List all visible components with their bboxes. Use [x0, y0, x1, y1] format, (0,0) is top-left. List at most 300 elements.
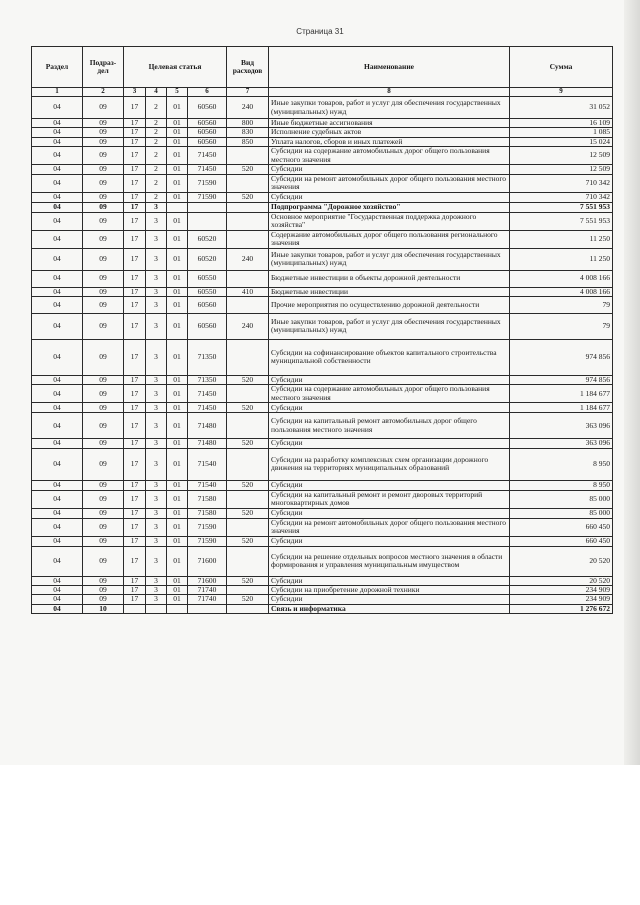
- item-name-cell: Субсидии: [269, 164, 510, 174]
- table-row: [32, 313, 613, 339]
- expense-type-cell: 520: [227, 439, 269, 448]
- subprogram-code-cell: 2: [146, 192, 167, 202]
- item-name-cell: Субсидии: [269, 576, 510, 585]
- podrazdel-cell: 09: [83, 192, 124, 202]
- subprogram-code-cell: 3: [146, 230, 167, 248]
- expense-type-cell: [227, 270, 269, 287]
- subprogram-code-cell: 3: [146, 339, 167, 375]
- table-row: [32, 137, 613, 146]
- subprogram-code-cell: 3: [146, 508, 167, 518]
- direction-code-cell: 71450: [188, 385, 227, 403]
- program-code-cell: [124, 604, 146, 613]
- item-sum-cell: 1 085: [510, 128, 613, 137]
- event-code-cell: 01: [167, 536, 188, 546]
- subprogram-code-cell: 3: [146, 413, 167, 439]
- razdel-cell: 04: [32, 448, 83, 480]
- subprogram-code-cell: 3: [146, 586, 167, 595]
- event-code-cell: 01: [167, 192, 188, 202]
- item-name-cell: Подпрограмма "Дорожное хозяйство": [269, 202, 510, 212]
- subprogram-code-cell: 3: [146, 212, 167, 230]
- direction-code-cell: 60560: [188, 128, 227, 137]
- direction-code-cell: 71590: [188, 518, 227, 536]
- expense-type-cell: [227, 212, 269, 230]
- item-sum-cell: 363 096: [510, 439, 613, 448]
- razdel-cell: 04: [32, 536, 83, 546]
- subprogram-code-cell: 3: [146, 287, 167, 296]
- expense-type-cell: 240: [227, 97, 269, 119]
- program-code-cell: 17: [124, 212, 146, 230]
- razdel-cell: 04: [32, 270, 83, 287]
- header-expense-type: Вид расходов: [227, 47, 269, 88]
- expense-type-cell: [227, 296, 269, 313]
- expense-type-cell: 520: [227, 164, 269, 174]
- item-name-cell: Бюджетные инвестиции: [269, 287, 510, 296]
- razdel-cell: 04: [32, 287, 83, 296]
- item-name-cell: Содержание автомобильных дорог общего пользования регионального значения: [269, 230, 510, 248]
- program-code-cell: 17: [124, 270, 146, 287]
- event-code-cell: 01: [167, 403, 188, 413]
- razdel-cell: 04: [32, 128, 83, 137]
- expense-type-cell: [227, 518, 269, 536]
- subprogram-code-cell: 3: [146, 595, 167, 604]
- podrazdel-cell: 09: [83, 174, 124, 192]
- program-code-cell: 17: [124, 518, 146, 536]
- subprogram-code-cell: 2: [146, 119, 167, 128]
- podrazdel-cell: 09: [83, 128, 124, 137]
- direction-code-cell: 71740: [188, 586, 227, 595]
- table-row: [32, 576, 613, 585]
- event-code-cell: 01: [167, 339, 188, 375]
- table-row: [32, 403, 613, 413]
- subprogram-code-cell: 3: [146, 248, 167, 270]
- event-code-cell: 01: [167, 313, 188, 339]
- direction-code-cell: 60560: [188, 137, 227, 146]
- razdel-cell: 04: [32, 508, 83, 518]
- expense-type-cell: 520: [227, 192, 269, 202]
- item-name-cell: Иные закупки товаров, работ и услуг для обеспечения государственных (муниципальных) нужд: [269, 97, 510, 119]
- table-row: [32, 212, 613, 230]
- program-code-cell: 17: [124, 439, 146, 448]
- podrazdel-cell: 09: [83, 546, 124, 576]
- direction-code-cell: 71580: [188, 508, 227, 518]
- event-code-cell: [167, 604, 188, 613]
- subprogram-code-cell: 2: [146, 164, 167, 174]
- podrazdel-cell: 09: [83, 137, 124, 146]
- razdel-cell: 04: [32, 164, 83, 174]
- razdel-cell: 04: [32, 339, 83, 375]
- program-code-cell: 17: [124, 508, 146, 518]
- item-sum-cell: 8 950: [510, 480, 613, 490]
- subprogram-code-cell: 3: [146, 536, 167, 546]
- item-sum-cell: 8 950: [510, 448, 613, 480]
- item-sum-cell: 660 450: [510, 518, 613, 536]
- item-sum-cell: 234 909: [510, 595, 613, 604]
- program-code-cell: 17: [124, 375, 146, 384]
- expense-type-cell: 520: [227, 480, 269, 490]
- table-row: [32, 586, 613, 595]
- podrazdel-cell: 09: [83, 439, 124, 448]
- item-sum-cell: 7 551 953: [510, 202, 613, 212]
- column-number-row: [32, 88, 613, 97]
- event-code-cell: 01: [167, 164, 188, 174]
- razdel-cell: 04: [32, 230, 83, 248]
- expense-type-cell: 520: [227, 508, 269, 518]
- subprogram-code-cell: 2: [146, 137, 167, 146]
- subprogram-code-cell: 3: [146, 375, 167, 384]
- event-code-cell: 01: [167, 439, 188, 448]
- item-sum-cell: 363 096: [510, 413, 613, 439]
- item-name-cell: Уплата налогов, сборов и иных платежей: [269, 137, 510, 146]
- event-code-cell: 01: [167, 480, 188, 490]
- razdel-cell: 04: [32, 313, 83, 339]
- subprogram-code-cell: 3: [146, 518, 167, 536]
- item-name-cell: Субсидии: [269, 595, 510, 604]
- event-code-cell: 01: [167, 230, 188, 248]
- item-name-cell: Иные закупки товаров, работ и услуг для обеспечения государственных (муниципальных) нужд: [269, 248, 510, 270]
- program-code-cell: 17: [124, 248, 146, 270]
- event-code-cell: 01: [167, 413, 188, 439]
- subprogram-code-cell: 3: [146, 480, 167, 490]
- event-code-cell: 01: [167, 508, 188, 518]
- table-row: [32, 128, 613, 137]
- program-code-cell: 17: [124, 403, 146, 413]
- subprogram-code-cell: 2: [146, 97, 167, 119]
- item-name-cell: Субсидии на разработку комплексных схем организации дорожного движения на территориях муниципальных образований: [269, 448, 510, 480]
- program-code-cell: 17: [124, 586, 146, 595]
- table-row: [32, 604, 613, 613]
- expense-type-cell: 830: [227, 128, 269, 137]
- page-number-label: Страница 31: [296, 27, 344, 36]
- program-code-cell: 17: [124, 230, 146, 248]
- item-name-cell: Субсидии на капитальный ремонт и ремонт дворовых территорий многоквартирных домов: [269, 490, 510, 508]
- program-code-cell: 17: [124, 490, 146, 508]
- direction-code-cell: [188, 212, 227, 230]
- expense-type-cell: 800: [227, 119, 269, 128]
- table-row: [32, 490, 613, 508]
- item-sum-cell: 12 509: [510, 147, 613, 165]
- expense-type-cell: [227, 546, 269, 576]
- item-name-cell: Субсидии на содержание автомобильных дорог общего пользования местного значения: [269, 147, 510, 165]
- podrazdel-cell: 09: [83, 595, 124, 604]
- expense-type-cell: [227, 413, 269, 439]
- event-code-cell: 01: [167, 385, 188, 403]
- program-code-cell: 17: [124, 576, 146, 585]
- razdel-cell: 04: [32, 248, 83, 270]
- podrazdel-cell: 09: [83, 413, 124, 439]
- subprogram-code-cell: 3: [146, 490, 167, 508]
- razdel-cell: 04: [32, 97, 83, 119]
- event-code-cell: 01: [167, 595, 188, 604]
- subprogram-code-cell: 3: [146, 202, 167, 212]
- expense-type-cell: [227, 385, 269, 403]
- expense-type-cell: 520: [227, 375, 269, 384]
- item-sum-cell: 4 008 166: [510, 287, 613, 296]
- subprogram-code-cell: 2: [146, 147, 167, 165]
- podrazdel-cell: 09: [83, 270, 124, 287]
- header-name: Наименование: [269, 47, 510, 88]
- event-code-cell: 01: [167, 287, 188, 296]
- column-number: 1: [32, 88, 83, 97]
- podrazdel-cell: 09: [83, 248, 124, 270]
- program-code-cell: 17: [124, 202, 146, 212]
- item-sum-cell: 11 250: [510, 230, 613, 248]
- table-row: [32, 230, 613, 248]
- item-sum-cell: 4 008 166: [510, 270, 613, 287]
- expense-type-cell: [227, 604, 269, 613]
- direction-code-cell: 71450: [188, 164, 227, 174]
- razdel-cell: 04: [32, 480, 83, 490]
- podrazdel-cell: 09: [83, 536, 124, 546]
- program-code-cell: 17: [124, 339, 146, 375]
- item-sum-cell: 15 024: [510, 137, 613, 146]
- header-razdel: Раздел: [32, 47, 83, 88]
- razdel-cell: 04: [32, 518, 83, 536]
- direction-code-cell: 71480: [188, 413, 227, 439]
- table-row: [32, 248, 613, 270]
- podrazdel-cell: 10: [83, 604, 124, 613]
- razdel-cell: 04: [32, 192, 83, 202]
- program-code-cell: 17: [124, 313, 146, 339]
- program-code-cell: 17: [124, 385, 146, 403]
- event-code-cell: 01: [167, 174, 188, 192]
- column-number: 8: [269, 88, 510, 97]
- razdel-cell: 04: [32, 576, 83, 585]
- expense-type-cell: 520: [227, 576, 269, 585]
- item-sum-cell: 20 520: [510, 546, 613, 576]
- item-name-cell: Субсидии на ремонт автомобильных дорог общего пользования местного значения: [269, 518, 510, 536]
- direction-code-cell: 71740: [188, 595, 227, 604]
- subprogram-code-cell: 3: [146, 385, 167, 403]
- item-sum-cell: 12 509: [510, 164, 613, 174]
- direction-code-cell: 60560: [188, 296, 227, 313]
- item-sum-cell: 7 551 953: [510, 212, 613, 230]
- event-code-cell: 01: [167, 270, 188, 287]
- item-name-cell: Бюджетные инвестиции в объекты дорожной деятельности: [269, 270, 510, 287]
- item-sum-cell: 1 276 672: [510, 604, 613, 613]
- table-row: [32, 119, 613, 128]
- razdel-cell: 04: [32, 212, 83, 230]
- item-name-cell: Субсидии на содержание автомобильных дорог общего пользования местного значения: [269, 385, 510, 403]
- item-name-cell: Основное мероприятие "Государственная поддержка дорожного хозяйства": [269, 212, 510, 230]
- table-row: [32, 536, 613, 546]
- razdel-cell: 04: [32, 174, 83, 192]
- table-row: [32, 375, 613, 384]
- program-code-cell: 17: [124, 164, 146, 174]
- podrazdel-cell: 09: [83, 490, 124, 508]
- event-code-cell: 01: [167, 490, 188, 508]
- column-number: 5: [167, 88, 188, 97]
- program-code-cell: 17: [124, 128, 146, 137]
- expense-type-cell: [227, 490, 269, 508]
- table-row: [32, 192, 613, 202]
- item-name-cell: Субсидии: [269, 480, 510, 490]
- direction-code-cell: 60560: [188, 313, 227, 339]
- subprogram-code-cell: 3: [146, 296, 167, 313]
- event-code-cell: 01: [167, 137, 188, 146]
- direction-code-cell: 60520: [188, 230, 227, 248]
- expense-type-cell: [227, 202, 269, 212]
- event-code-cell: 01: [167, 119, 188, 128]
- table-row: [32, 97, 613, 119]
- direction-code-cell: 71350: [188, 339, 227, 375]
- program-code-cell: 17: [124, 119, 146, 128]
- subprogram-code-cell: 3: [146, 576, 167, 585]
- item-sum-cell: 1 184 677: [510, 403, 613, 413]
- direction-code-cell: 60520: [188, 248, 227, 270]
- expense-type-cell: 240: [227, 313, 269, 339]
- expense-type-cell: [227, 230, 269, 248]
- event-code-cell: 01: [167, 97, 188, 119]
- expense-type-cell: [227, 174, 269, 192]
- item-name-cell: Субсидии: [269, 508, 510, 518]
- direction-code-cell: 71450: [188, 403, 227, 413]
- item-name-cell: Субсидии: [269, 192, 510, 202]
- table-row: [32, 147, 613, 165]
- item-name-cell: Связь и информатика: [269, 604, 510, 613]
- header-podrazdel: Подраз-дел: [83, 47, 124, 88]
- program-code-cell: 17: [124, 480, 146, 490]
- direction-code-cell: 60550: [188, 270, 227, 287]
- column-number: 6: [188, 88, 227, 97]
- razdel-cell: 04: [32, 147, 83, 165]
- program-code-cell: 17: [124, 546, 146, 576]
- program-code-cell: 17: [124, 536, 146, 546]
- razdel-cell: 04: [32, 490, 83, 508]
- item-sum-cell: 79: [510, 313, 613, 339]
- item-name-cell: Субсидии: [269, 439, 510, 448]
- item-sum-cell: 85 000: [510, 508, 613, 518]
- direction-code-cell: 71600: [188, 546, 227, 576]
- razdel-cell: 04: [32, 595, 83, 604]
- item-name-cell: Субсидии на приобретение дорожной техники: [269, 586, 510, 595]
- program-code-cell: 17: [124, 287, 146, 296]
- item-name-cell: Субсидии на ремонт автомобильных дорог общего пользования местного значения: [269, 174, 510, 192]
- podrazdel-cell: 09: [83, 287, 124, 296]
- subprogram-code-cell: 3: [146, 448, 167, 480]
- razdel-cell: 04: [32, 403, 83, 413]
- program-code-cell: 17: [124, 296, 146, 313]
- razdel-cell: 04: [32, 137, 83, 146]
- program-code-cell: 17: [124, 192, 146, 202]
- direction-code-cell: 71590: [188, 192, 227, 202]
- item-sum-cell: 31 052: [510, 97, 613, 119]
- razdel-cell: 04: [32, 202, 83, 212]
- table-row: [32, 595, 613, 604]
- table-row: [32, 518, 613, 536]
- table-row: [32, 385, 613, 403]
- column-number: 4: [146, 88, 167, 97]
- direction-code-cell: 71540: [188, 448, 227, 480]
- subprogram-code-cell: 3: [146, 270, 167, 287]
- podrazdel-cell: 09: [83, 403, 124, 413]
- podrazdel-cell: 09: [83, 230, 124, 248]
- table-row: [32, 339, 613, 375]
- razdel-cell: 04: [32, 413, 83, 439]
- item-name-cell: Прочие мероприятия по осуществлению дорожной деятельности: [269, 296, 510, 313]
- event-code-cell: 01: [167, 296, 188, 313]
- item-sum-cell: 974 856: [510, 339, 613, 375]
- program-code-cell: 17: [124, 448, 146, 480]
- item-name-cell: Субсидии: [269, 403, 510, 413]
- podrazdel-cell: 09: [83, 97, 124, 119]
- item-sum-cell: 11 250: [510, 248, 613, 270]
- table-row: [32, 439, 613, 448]
- event-code-cell: [167, 202, 188, 212]
- event-code-cell: 01: [167, 128, 188, 137]
- podrazdel-cell: 09: [83, 576, 124, 585]
- direction-code-cell: 71540: [188, 480, 227, 490]
- podrazdel-cell: 09: [83, 339, 124, 375]
- item-name-cell: Субсидии на софинансирование объектов капитального строительства муниципальной собственности: [269, 339, 510, 375]
- table-row: [32, 546, 613, 576]
- subprogram-code-cell: 2: [146, 128, 167, 137]
- item-sum-cell: 16 109: [510, 119, 613, 128]
- subprogram-code-cell: 3: [146, 403, 167, 413]
- event-code-cell: 01: [167, 448, 188, 480]
- event-code-cell: 01: [167, 212, 188, 230]
- item-sum-cell: 710 342: [510, 174, 613, 192]
- budget-table: [31, 46, 613, 614]
- event-code-cell: 01: [167, 518, 188, 536]
- program-code-cell: 17: [124, 137, 146, 146]
- podrazdel-cell: 09: [83, 480, 124, 490]
- razdel-cell: 04: [32, 375, 83, 384]
- direction-code-cell: 60560: [188, 119, 227, 128]
- razdel-cell: 04: [32, 439, 83, 448]
- direction-code-cell: 71600: [188, 576, 227, 585]
- podrazdel-cell: 09: [83, 385, 124, 403]
- item-sum-cell: 85 000: [510, 490, 613, 508]
- column-number: 7: [227, 88, 269, 97]
- direction-code-cell: 71450: [188, 147, 227, 165]
- direction-code-cell: 60560: [188, 97, 227, 119]
- expense-type-cell: 520: [227, 536, 269, 546]
- razdel-cell: 04: [32, 296, 83, 313]
- event-code-cell: 01: [167, 147, 188, 165]
- subprogram-code-cell: 3: [146, 546, 167, 576]
- item-name-cell: Субсидии на капитальный ремонт автомобильных дорог общего пользования местного значения: [269, 413, 510, 439]
- razdel-cell: 04: [32, 385, 83, 403]
- table-row: [32, 480, 613, 490]
- table-row: [32, 448, 613, 480]
- program-code-cell: 17: [124, 413, 146, 439]
- expense-type-cell: [227, 448, 269, 480]
- expense-type-cell: [227, 339, 269, 375]
- direction-code-cell: 71580: [188, 490, 227, 508]
- column-number: 2: [83, 88, 124, 97]
- item-name-cell: Исполнение судебных актов: [269, 128, 510, 137]
- event-code-cell: 01: [167, 248, 188, 270]
- podrazdel-cell: 09: [83, 375, 124, 384]
- podrazdel-cell: 09: [83, 202, 124, 212]
- razdel-cell: 04: [32, 546, 83, 576]
- table-row: [32, 164, 613, 174]
- podrazdel-cell: 09: [83, 119, 124, 128]
- podrazdel-cell: 09: [83, 313, 124, 339]
- item-sum-cell: 234 909: [510, 586, 613, 595]
- direction-code-cell: 71590: [188, 536, 227, 546]
- item-name-cell: Субсидии: [269, 375, 510, 384]
- program-code-cell: 17: [124, 174, 146, 192]
- direction-code-cell: 60550: [188, 287, 227, 296]
- table-row: [32, 296, 613, 313]
- item-sum-cell: 1 184 677: [510, 385, 613, 403]
- item-name-cell: Субсидии на решение отдельных вопросов местного значения в области формирования и управления муниципальным имуществом: [269, 546, 510, 576]
- podrazdel-cell: 09: [83, 518, 124, 536]
- program-code-cell: 17: [124, 147, 146, 165]
- header-target-article: Целевая статья: [124, 47, 227, 88]
- subprogram-code-cell: [146, 604, 167, 613]
